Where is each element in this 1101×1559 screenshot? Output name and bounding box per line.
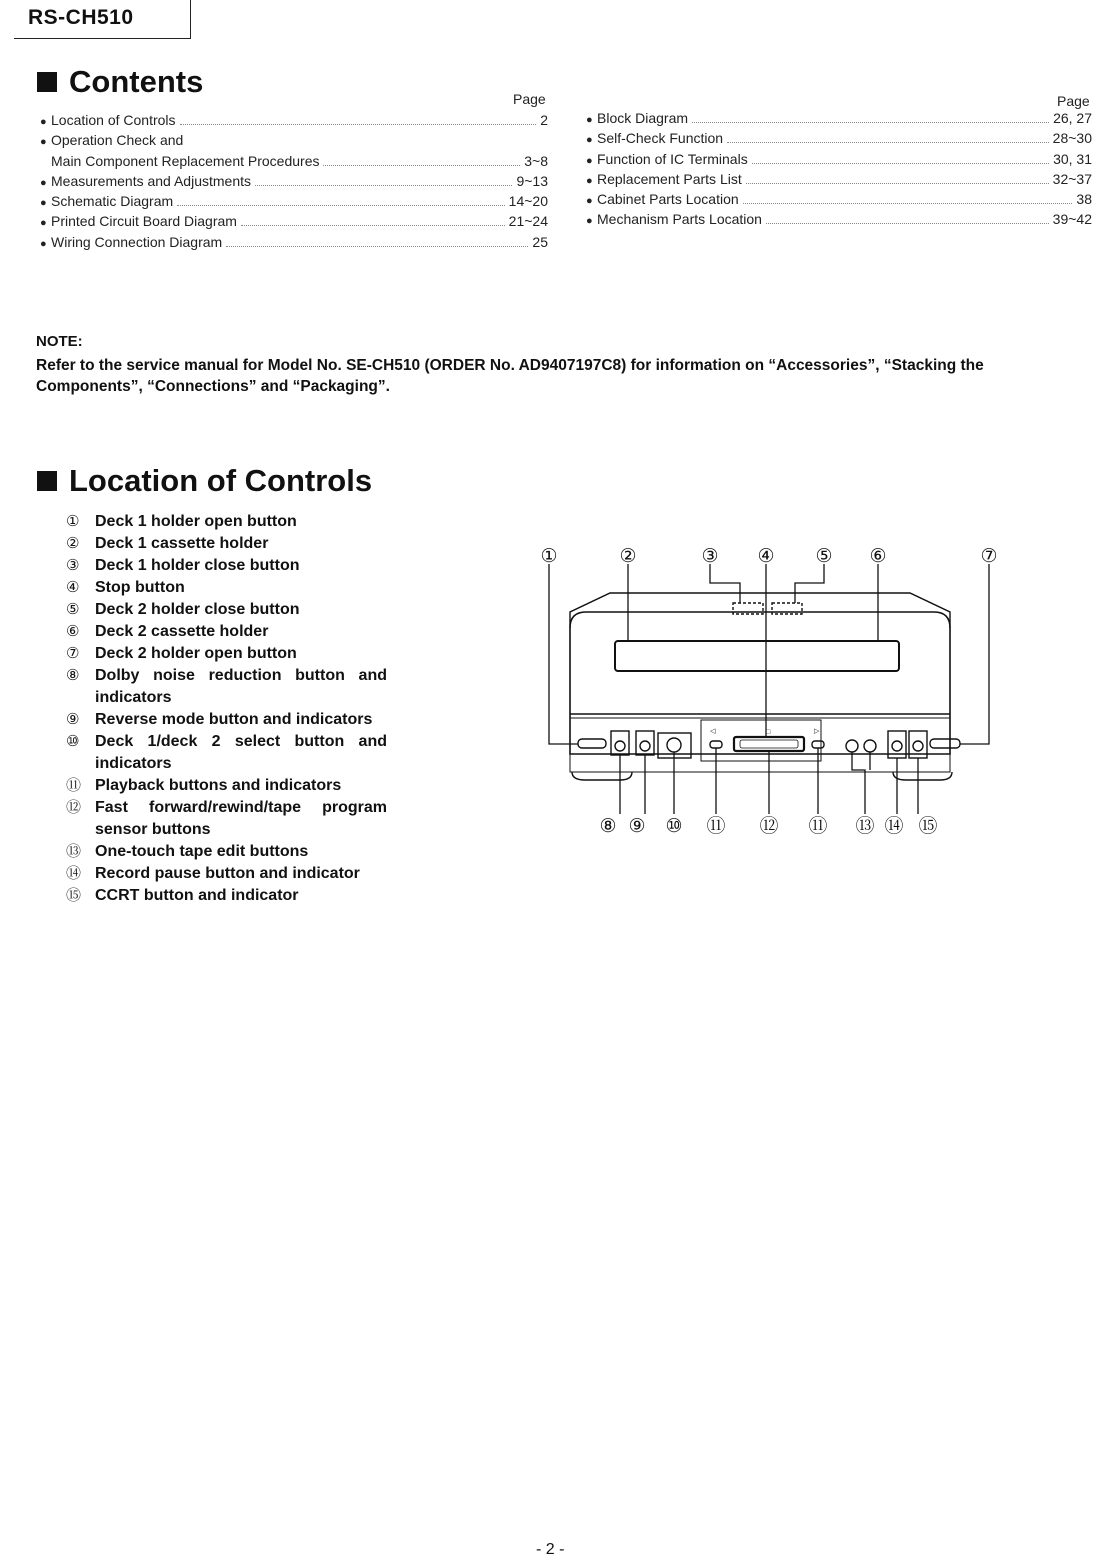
toc-entry	[40, 132, 548, 152]
toc-leader-dots	[766, 223, 1049, 224]
toc-entry-page: 38	[1076, 191, 1092, 208]
location-title: Location of Controls	[69, 463, 373, 498]
toc-leader-dots	[727, 142, 1049, 143]
toc-entry-label: Block Diagram	[597, 110, 689, 126]
toc-leader-dots	[180, 124, 537, 125]
toc-entry-label: Operation Check and	[51, 132, 184, 149]
toc-entry	[586, 151, 1092, 171]
control-description: Deck 1/deck 2 select button and indicators	[95, 733, 387, 772]
toc-leader-dots	[255, 185, 512, 186]
diagram-callout-top: ⑥	[869, 546, 887, 567]
control-item	[66, 621, 387, 643]
controls-diagram	[520, 540, 1020, 845]
control-number: ⑮	[66, 887, 82, 904]
control-description: Deck 2 cassette holder	[95, 623, 269, 640]
toc-entry	[586, 171, 1092, 191]
toc-leader-dots	[752, 163, 1049, 164]
page-label-left: Page	[513, 91, 546, 107]
bullet-icon: ●	[40, 237, 47, 250]
control-number: ⑦	[66, 645, 80, 662]
control-item	[66, 511, 387, 533]
control-item	[66, 797, 387, 841]
control-number: ④	[66, 579, 80, 596]
diagram-callout-bottom: ⑬	[855, 816, 875, 837]
toc-entry-page: 21~24	[508, 213, 548, 230]
toc-entry	[40, 112, 548, 132]
bullet-icon: ●	[40, 197, 47, 210]
toc-entry	[40, 213, 548, 233]
toc-entry-label: Wiring Connection Diagram	[51, 233, 223, 250]
control-description: Deck 2 holder close button	[95, 601, 300, 618]
toc-entry-label: Function of IC Terminals	[597, 150, 748, 167]
control-description: Reverse mode button and indicators	[95, 711, 373, 728]
control-description: CCRT button and indicator	[95, 887, 299, 904]
control-description: Deck 1 holder close button	[95, 557, 300, 574]
bullet-icon: ●	[586, 174, 593, 187]
svg-text:□: □	[766, 729, 771, 736]
diagram-callout-bottom: ⑩	[665, 816, 683, 837]
toc-entry	[586, 110, 1092, 130]
toc-leader-dots	[746, 183, 1049, 184]
bullet-icon: ●	[586, 154, 593, 167]
heading-square-icon	[37, 72, 57, 92]
toc-leader-dots	[177, 205, 505, 206]
control-description: One-touch tape edit buttons	[95, 843, 309, 860]
toc-entry-page: 2	[540, 112, 548, 128]
control-item	[66, 841, 387, 863]
control-item	[66, 863, 387, 885]
control-item	[66, 775, 387, 797]
control-item	[66, 533, 387, 555]
diagram-callout-bottom: ⑫	[759, 816, 779, 837]
diagram-callout-top: ⑤	[815, 546, 833, 567]
toc-entry-page: 30, 31	[1053, 150, 1092, 167]
toc-entry-page: 14~20	[508, 193, 548, 210]
toc-entry-label: Mechanism Parts Location	[597, 211, 762, 228]
toc-entry-label: Schematic Diagram	[51, 193, 174, 210]
control-item	[66, 577, 387, 599]
control-description: Dolby noise reduction button and indicators	[95, 667, 387, 706]
toc-entry-label: Main Component Replacement Procedures	[51, 152, 320, 169]
control-number: ⑩	[66, 733, 80, 750]
control-number: ⑨	[66, 711, 80, 728]
page-number: - 2 -	[536, 1541, 565, 1558]
control-description: Deck 1 holder open button	[95, 513, 297, 530]
control-item	[66, 665, 387, 709]
toc-entry	[40, 193, 548, 213]
control-number: ②	[66, 535, 80, 552]
control-number: ⑤	[66, 601, 80, 618]
page-label-right: Page	[1057, 93, 1090, 109]
bullet-icon: ●	[586, 215, 593, 228]
svg-text:▷: ▷	[814, 728, 820, 735]
control-item	[66, 709, 387, 731]
control-item	[66, 643, 387, 665]
note-text: Refer to the service manual for Model No. SE-CH510 (ORDER No. AD9407197C8) for information on “Accessories”, “Stacking the Components”, “Connections” and “Packaging”.	[36, 357, 984, 395]
svg-text:◁: ◁	[710, 728, 716, 735]
model-header-tab	[14, 0, 191, 39]
control-number: ①	[66, 513, 80, 530]
toc-entry	[586, 191, 1092, 211]
control-description: Deck 1 cassette holder	[95, 535, 269, 552]
diagram-callout-bottom: ⑮	[918, 816, 938, 837]
diagram-callout-top: ①	[540, 546, 558, 567]
diagram-callout-top: ③	[701, 546, 719, 567]
contents-heading	[37, 64, 203, 100]
toc-entry-page: 32~37	[1052, 170, 1092, 187]
toc-entry-label: Location of Controls	[51, 112, 176, 128]
diagram-callout-top: ④	[757, 546, 775, 567]
control-item	[66, 599, 387, 621]
toc-entry	[40, 234, 548, 254]
location-heading	[37, 463, 372, 499]
control-item	[66, 555, 387, 577]
note-title: NOTE:	[36, 333, 83, 350]
diagram-callout-bottom: ⑧	[599, 816, 617, 837]
contents-title: Contents	[69, 64, 204, 99]
toc-entry-label: Cabinet Parts Location	[597, 191, 739, 208]
toc-entry-label: Printed Circuit Board Diagram	[51, 213, 237, 230]
control-item	[66, 885, 387, 907]
bullet-icon: ●	[40, 136, 47, 149]
control-description: Stop button	[95, 579, 185, 596]
toc-entry	[586, 211, 1092, 231]
bullet-icon: ●	[40, 176, 47, 189]
heading-square-icon	[37, 471, 57, 491]
control-number: ⑥	[66, 623, 80, 640]
bullet-icon: ●	[586, 134, 593, 147]
toc-entry-page: 25	[532, 233, 548, 250]
toc-leader-dots	[241, 225, 505, 226]
toc-leader-dots	[226, 246, 528, 247]
toc-entry-page: 9~13	[516, 172, 548, 189]
diagram-callout-bottom: ⑨	[628, 816, 646, 837]
diagram-callout-bottom: ⑭	[884, 816, 904, 837]
toc-right-column	[586, 110, 1092, 232]
toc-entry-page: 26, 27	[1053, 110, 1092, 126]
control-number: ⑬	[66, 843, 82, 860]
toc-leader-dots	[692, 122, 1049, 123]
toc-entry-page: 39~42	[1052, 211, 1092, 228]
diagram-callout-bottom: ⑪	[706, 816, 726, 837]
control-number: ⑪	[66, 777, 82, 794]
toc-entry-label: Replacement Parts List	[597, 170, 742, 187]
control-number: ⑫	[66, 799, 82, 816]
toc-entry-page: 28~30	[1052, 130, 1092, 147]
control-description: Playback buttons and indicators	[95, 777, 342, 794]
control-number: ③	[66, 557, 80, 574]
control-description: Deck 2 holder open button	[95, 645, 297, 662]
control-description: Record pause button and indicator	[95, 865, 360, 882]
controls-list	[66, 511, 387, 907]
diagram-callout-bottom: ⑪	[808, 816, 828, 837]
toc-leader-dots	[743, 203, 1073, 204]
control-item	[66, 731, 387, 775]
model-number: RS-CH510	[28, 6, 134, 29]
bullet-icon: ●	[40, 116, 47, 128]
control-number: ⑧	[66, 667, 80, 684]
diagram-callout-top: ②	[619, 546, 637, 567]
control-description: Fast forward/rewind/tape program sensor buttons	[95, 799, 387, 838]
bullet-icon: ●	[586, 195, 593, 208]
toc-entry-label: Measurements and Adjustments	[51, 172, 251, 189]
bullet-icon: ●	[40, 217, 47, 230]
toc-entry-label: Self-Check Function	[597, 130, 724, 147]
toc-entry	[40, 153, 548, 173]
toc-left-column	[40, 112, 548, 254]
control-number: ⑭	[66, 865, 82, 882]
diagram-callout-top: ⑦	[980, 546, 998, 567]
toc-entry-page: 3~8	[524, 152, 548, 169]
toc-entry	[40, 173, 548, 193]
bullet-icon: ●	[586, 114, 593, 126]
toc-leader-dots	[323, 165, 520, 166]
toc-entry	[586, 130, 1092, 150]
